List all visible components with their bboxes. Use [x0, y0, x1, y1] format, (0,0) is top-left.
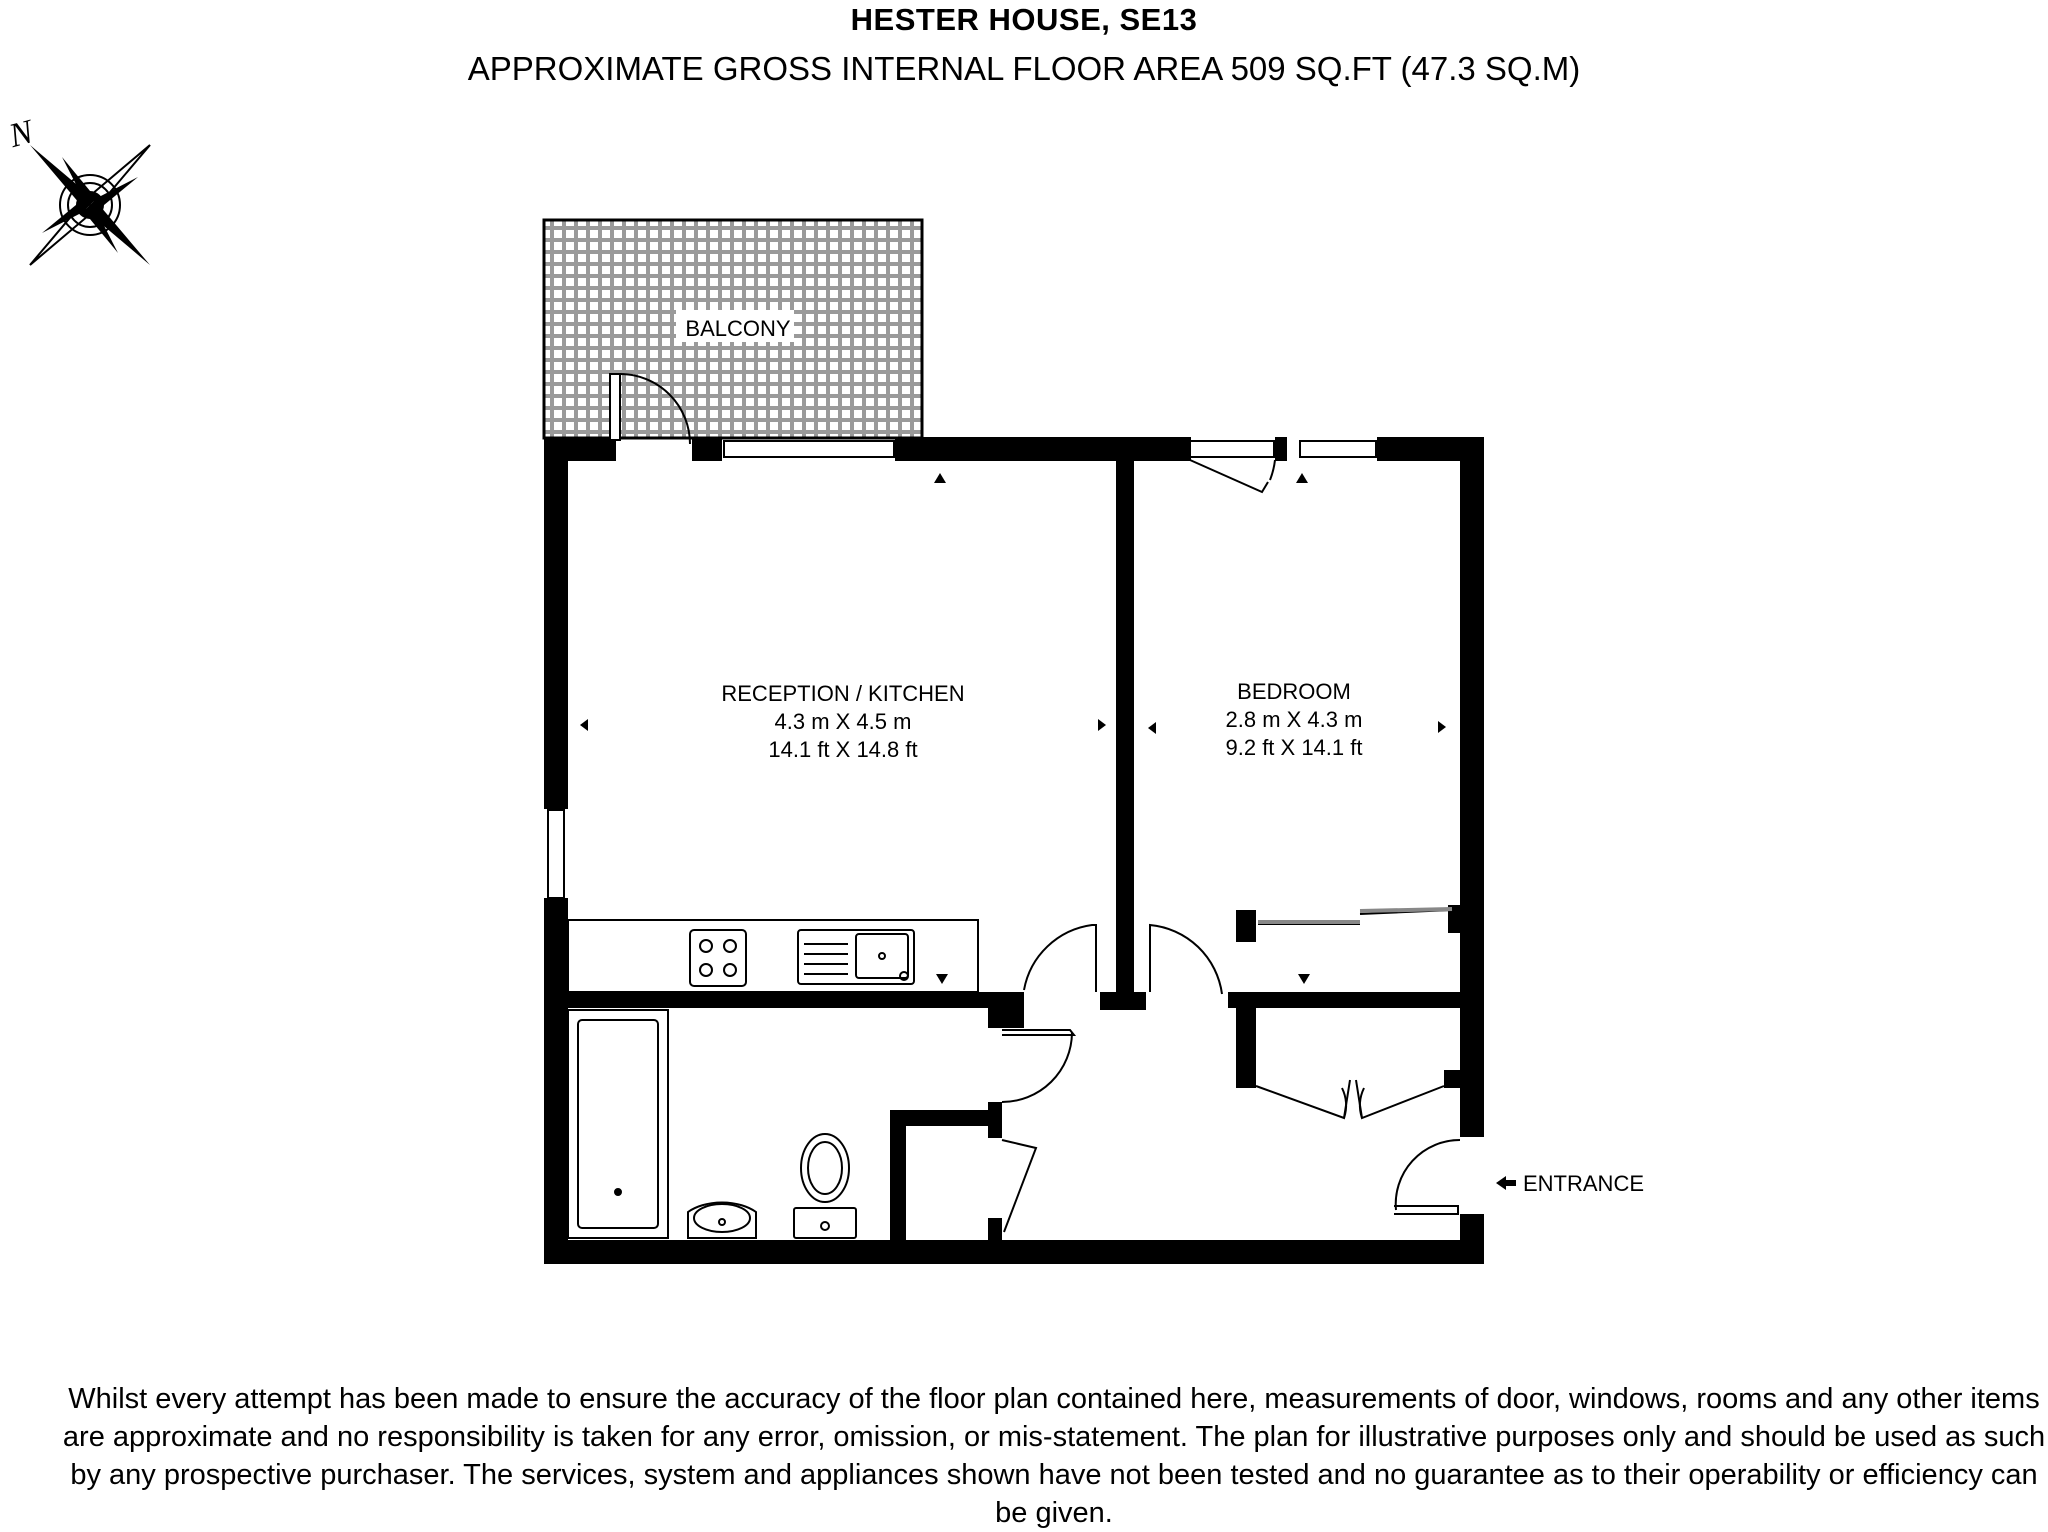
doors	[610, 374, 1460, 1232]
kitchen-counter	[568, 920, 978, 992]
balcony-label: BALCONY	[685, 316, 791, 341]
compass-rose-icon	[30, 145, 150, 265]
wardrobe-rails	[1258, 909, 1452, 922]
floor-area-subtitle: APPROXIMATE GROSS INTERNAL FLOOR AREA 509 SQ.FT (47.3 SQ.M)	[467, 50, 1581, 87]
bedroom-metric: 2.8 m X 4.3 m	[1225, 707, 1363, 732]
compass-north-label: N	[5, 113, 37, 155]
reception-kitchen-name: RECEPTION / KITCHEN	[721, 681, 965, 706]
bathroom-fixtures	[568, 1010, 856, 1238]
disclaimer-text: Whilst every attempt has been made to ensure the accuracy of the floor plan contained here, measurements of door, windows, rooms and any other items are approximate and no responsibility is taken for any error, omission, or mis-statement. The plan for illustrative purposes only and should be used as such by any prospective purchaser. The services, system and appliances shown have not been tested and no guarantee as to their operability or efficiency can be given.	[62, 1383, 2046, 1529]
reception-kitchen-metric: 4.3 m X 4.5 m	[774, 709, 912, 734]
entrance-arrow-icon	[1496, 1176, 1516, 1190]
bedroom-imperial: 9.2 ft X 14.1 ft	[1225, 735, 1363, 760]
plan-title: HESTER HOUSE, SE13	[850, 2, 1198, 37]
walls	[544, 437, 1484, 1264]
windows	[548, 441, 1376, 898]
entrance-label: ENTRANCE	[1523, 1171, 1645, 1196]
bedroom-name: BEDROOM	[1237, 679, 1351, 704]
reception-kitchen-imperial: 14.1 ft X 14.8 ft	[768, 737, 918, 762]
